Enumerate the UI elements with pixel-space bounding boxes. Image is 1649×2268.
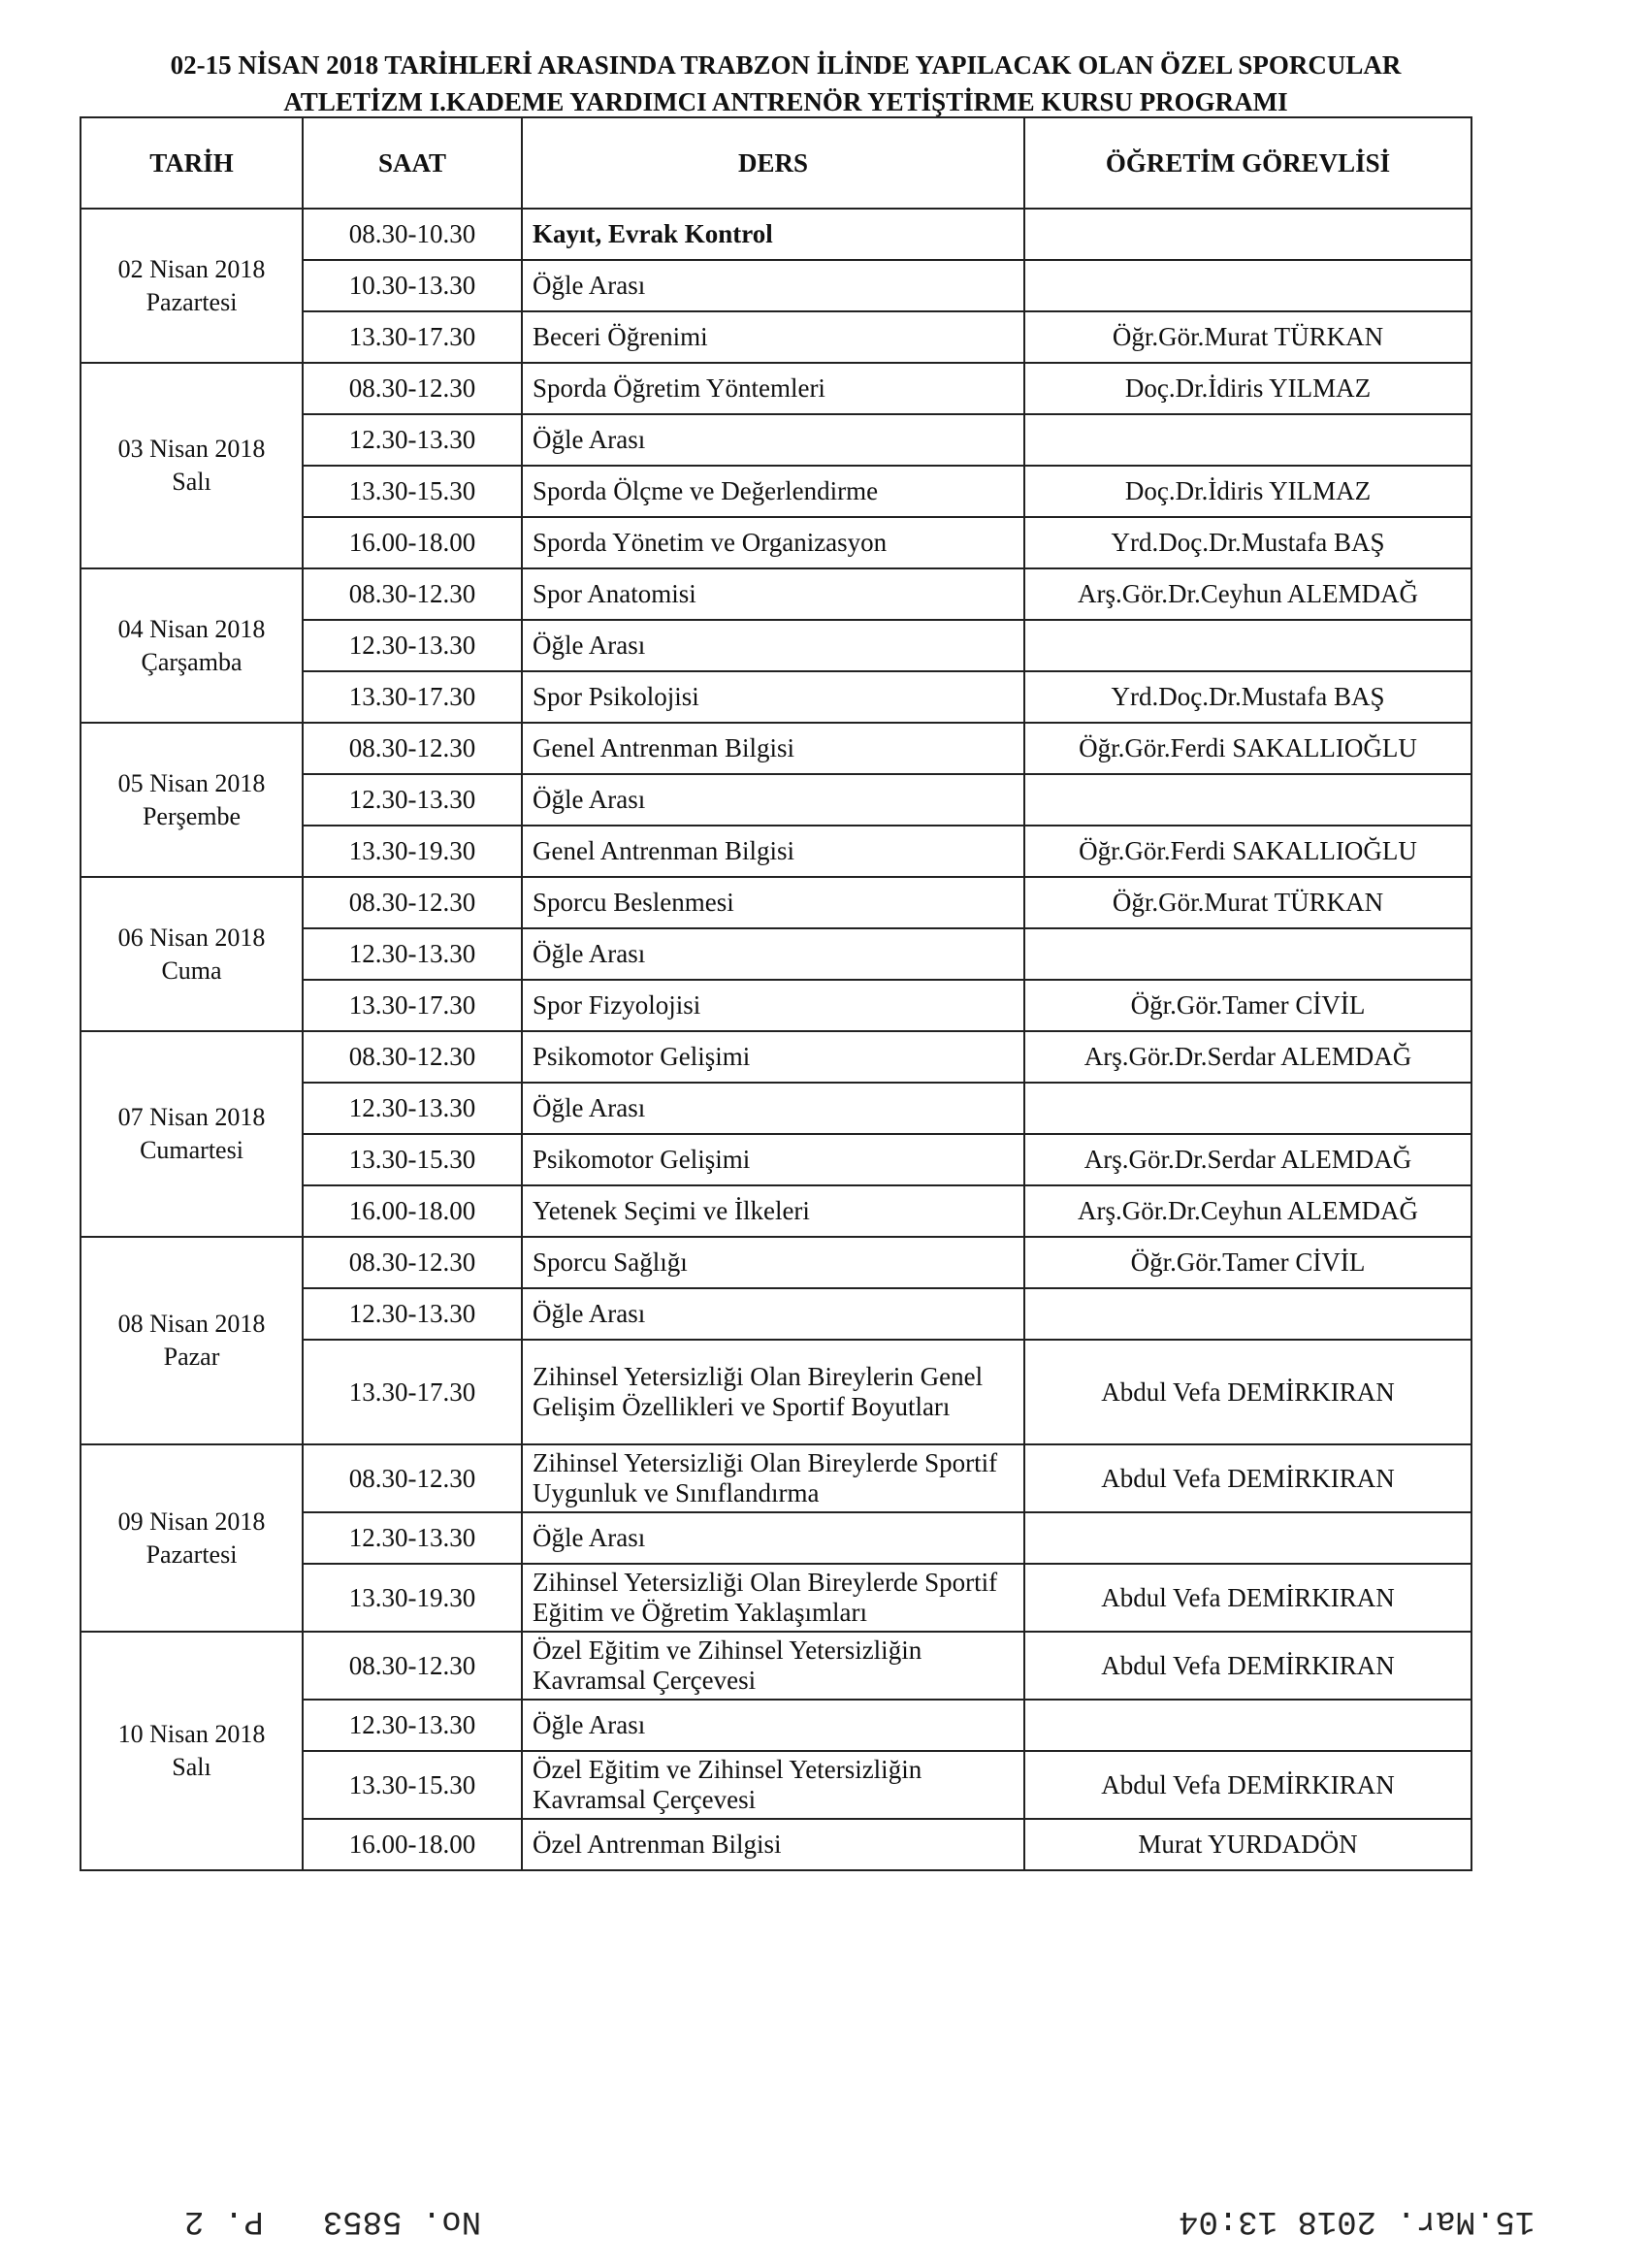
weekday-text: Cumartesi [140, 1136, 243, 1164]
weekday-text: Pazar [163, 1343, 220, 1371]
time-cell: 08.30-12.30 [303, 723, 522, 774]
course-cell: Öğle Arası [522, 260, 1024, 311]
course-cell: Özel Antrenman Bilgisi [522, 1819, 1024, 1870]
teacher-cell: Öğr.Gör.Tamer CİVİL [1024, 980, 1471, 1031]
course-cell: Zihinsel Yetersizliği Olan Bireylerde Sportif Eğitim ve Öğretim Yaklaşımları [522, 1564, 1024, 1632]
course-cell: Psikomotor Gelişimi [522, 1031, 1024, 1083]
date-cell [81, 1031, 303, 1237]
title-line-1: 02-15 NİSAN 2018 TARİHLERİ ARASINDA TRABZON İLİNDE YAPILACAK OLAN ÖZEL SPORCULAR [170, 50, 1402, 80]
teacher-cell: Öğr.Gör.Ferdi SAKALLIOĞLU [1024, 723, 1471, 774]
header-row [81, 117, 1471, 209]
time-cell: 13.30-19.30 [303, 826, 522, 877]
teacher-cell: Abdul Vefa DEMİRKIRAN [1024, 1444, 1471, 1512]
weekday-text: Perşembe [142, 801, 242, 830]
time-cell: 08.30-12.30 [303, 1444, 522, 1512]
teacher-cell [1024, 260, 1471, 311]
course-cell: Öğle Arası [522, 1083, 1024, 1134]
table-row [81, 877, 1471, 928]
time-cell: 12.30-13.30 [303, 1083, 522, 1134]
teacher-cell: Yrd.Doç.Dr.Mustafa BAŞ [1024, 517, 1471, 568]
date-text: 07 Nisan 2018 [117, 1103, 266, 1131]
time-cell: 08.30-12.30 [303, 877, 522, 928]
date-cell [81, 1444, 303, 1632]
time-cell: 08.30-12.30 [303, 363, 522, 414]
time-cell: 13.30-17.30 [303, 980, 522, 1031]
time-cell: 16.00-18.00 [303, 517, 522, 568]
teacher-cell: Arş.Gör.Dr.Ceyhun ALEMDAĞ [1024, 568, 1471, 620]
time-cell: 08.30-12.30 [303, 1237, 522, 1288]
teacher-cell: Arş.Gör.Dr.Serdar ALEMDAĞ [1024, 1134, 1471, 1185]
teacher-cell [1024, 1512, 1471, 1564]
teacher-cell [1024, 1288, 1471, 1340]
course-cell: Sporda Öğretim Yöntemleri [522, 363, 1024, 414]
date-text: 10 Nisan 2018 [117, 1720, 266, 1748]
course-cell: Özel Eğitim ve Zihinsel Yetersizliğin Kavramsal Çerçevesi [522, 1632, 1024, 1700]
teacher-cell: Öğr.Gör.Murat TÜRKAN [1024, 877, 1471, 928]
teacher-cell [1024, 1700, 1471, 1751]
teacher-cell: Yrd.Doç.Dr.Mustafa BAŞ [1024, 671, 1471, 723]
date-cell [81, 209, 303, 363]
date-text: 06 Nisan 2018 [117, 923, 266, 952]
teacher-cell: Öğr.Gör.Tamer CİVİL [1024, 1237, 1471, 1288]
teacher-cell: Abdul Vefa DEMİRKIRAN [1024, 1751, 1471, 1819]
time-cell: 12.30-13.30 [303, 1288, 522, 1340]
teacher-cell: Doç.Dr.İdiris YILMAZ [1024, 363, 1471, 414]
course-cell: Öğle Arası [522, 1512, 1024, 1564]
weekday-text: Cuma [161, 956, 222, 985]
course-cell: Özel Eğitim ve Zihinsel Yetersizliğin Kavramsal Çerçevesi [522, 1751, 1024, 1819]
course-cell: Genel Antrenman Bilgisi [522, 723, 1024, 774]
header-course: DERS [522, 117, 1024, 209]
date-text: 05 Nisan 2018 [117, 768, 266, 797]
course-cell: Sporcu Sağlığı [522, 1237, 1024, 1288]
date-cell [81, 363, 303, 568]
table-row [81, 568, 1471, 620]
date-text: 02 Nisan 2018 [117, 254, 266, 283]
weekday-text: Pazartesi [146, 1539, 238, 1569]
course-cell: Sporda Ölçme ve Değerlendirme [522, 466, 1024, 517]
course-cell: Spor Fizyolojisi [522, 980, 1024, 1031]
weekday-text: Çarşamba [141, 647, 242, 676]
teacher-cell [1024, 928, 1471, 980]
course-cell: Öğle Arası [522, 928, 1024, 980]
header-teacher: ÖĞRETİM GÖREVLİSİ [1024, 117, 1471, 209]
date-text: 09 Nisan 2018 [117, 1507, 266, 1536]
date-text: 08 Nisan 2018 [117, 1310, 266, 1338]
teacher-cell [1024, 620, 1471, 671]
teacher-cell [1024, 414, 1471, 466]
time-cell: 13.30-17.30 [303, 311, 522, 363]
course-cell: Spor Psikolojisi [522, 671, 1024, 723]
course-cell: Yetenek Seçimi ve İlkeleri [522, 1185, 1024, 1237]
time-cell: 12.30-13.30 [303, 1512, 522, 1564]
date-cell [81, 1632, 303, 1870]
date-text: 03 Nisan 2018 [117, 435, 266, 463]
table-row [81, 1444, 1471, 1512]
header-date: TARİH [81, 117, 303, 209]
table-row [81, 1237, 1471, 1288]
time-cell: 12.30-13.30 [303, 928, 522, 980]
time-cell: 13.30-17.30 [303, 1340, 522, 1444]
course-cell: Beceri Öğrenimi [522, 311, 1024, 363]
time-cell: 08.30-10.30 [303, 209, 522, 260]
time-cell: 08.30-12.30 [303, 568, 522, 620]
time-cell: 12.30-13.30 [303, 620, 522, 671]
date-text: 04 Nisan 2018 [117, 614, 266, 643]
course-cell: Sporda Yönetim ve Organizasyon [522, 517, 1024, 568]
teacher-cell: Öğr.Gör.Ferdi SAKALLIOĞLU [1024, 826, 1471, 877]
schedule-table [80, 116, 1472, 1871]
weekday-text: Salı [172, 468, 211, 496]
course-cell: Öğle Arası [522, 414, 1024, 466]
time-cell: 12.30-13.30 [303, 414, 522, 466]
teacher-cell: Abdul Vefa DEMİRKIRAN [1024, 1632, 1471, 1700]
time-cell: 08.30-12.30 [303, 1632, 522, 1700]
table-row [81, 363, 1471, 414]
date-cell [81, 568, 303, 723]
teacher-cell: Arş.Gör.Dr.Serdar ALEMDAĞ [1024, 1031, 1471, 1083]
teacher-cell: Arş.Gör.Dr.Ceyhun ALEMDAĞ [1024, 1185, 1471, 1237]
teacher-cell: Murat YURDADÖN [1024, 1819, 1471, 1870]
teacher-cell: Abdul Vefa DEMİRKIRAN [1024, 1564, 1471, 1632]
header-time: SAAT [303, 117, 522, 209]
course-cell: Kayıt, Evrak Kontrol [522, 209, 1024, 260]
time-cell: 16.00-18.00 [303, 1185, 522, 1237]
teacher-cell: Doç.Dr.İdiris YILMAZ [1024, 466, 1471, 517]
schedule-body [81, 209, 1471, 1870]
time-cell: 10.30-13.30 [303, 260, 522, 311]
course-cell: Öğle Arası [522, 1700, 1024, 1751]
teacher-cell [1024, 1083, 1471, 1134]
teacher-cell: Öğr.Gör.Murat TÜRKAN [1024, 311, 1471, 363]
fax-timestamp: 15.Mar. 2018 13:04 [1179, 2202, 1536, 2239]
teacher-cell [1024, 209, 1471, 260]
time-cell: 12.30-13.30 [303, 1700, 522, 1751]
course-cell: Zihinsel Yetersizliği Olan Bireylerin Genel Gelişim Özellikleri ve Sportif Boyutları [522, 1340, 1024, 1444]
time-cell: 13.30-15.30 [303, 1134, 522, 1185]
time-cell: 13.30-17.30 [303, 671, 522, 723]
course-cell: Öğle Arası [522, 1288, 1024, 1340]
course-cell: Zihinsel Yetersizliği Olan Bireylerde Sportif Uygunluk ve Sınıflandırma [522, 1444, 1024, 1512]
date-cell [81, 1237, 303, 1444]
document-title [116, 47, 1455, 120]
teacher-cell [1024, 774, 1471, 826]
fax-page-number: No. 5853 P. 2 [184, 2202, 482, 2239]
time-cell: 13.30-15.30 [303, 1751, 522, 1819]
teacher-cell: Abdul Vefa DEMİRKIRAN [1024, 1340, 1471, 1444]
date-cell [81, 877, 303, 1031]
title-line-2: ATLETİZM I.KADEME YARDIMCI ANTRENÖR YETİŞTİRME KURSU PROGRAMI [283, 87, 1288, 116]
table-row [81, 1031, 1471, 1083]
course-cell: Sporcu Beslenmesi [522, 877, 1024, 928]
time-cell: 16.00-18.00 [303, 1819, 522, 1870]
time-cell: 12.30-13.30 [303, 774, 522, 826]
table-row [81, 1632, 1471, 1700]
course-cell: Spor Anatomisi [522, 568, 1024, 620]
time-cell: 13.30-19.30 [303, 1564, 522, 1632]
table-row [81, 723, 1471, 774]
weekday-text: Salı [172, 1753, 211, 1781]
date-cell [81, 723, 303, 877]
time-cell: 08.30-12.30 [303, 1031, 522, 1083]
time-cell: 13.30-15.30 [303, 466, 522, 517]
course-cell: Genel Antrenman Bilgisi [522, 826, 1024, 877]
table-row [81, 209, 1471, 260]
weekday-text: Pazartesi [146, 287, 238, 316]
course-cell: Öğle Arası [522, 774, 1024, 826]
course-cell: Öğle Arası [522, 620, 1024, 671]
course-cell: Psikomotor Gelişimi [522, 1134, 1024, 1185]
